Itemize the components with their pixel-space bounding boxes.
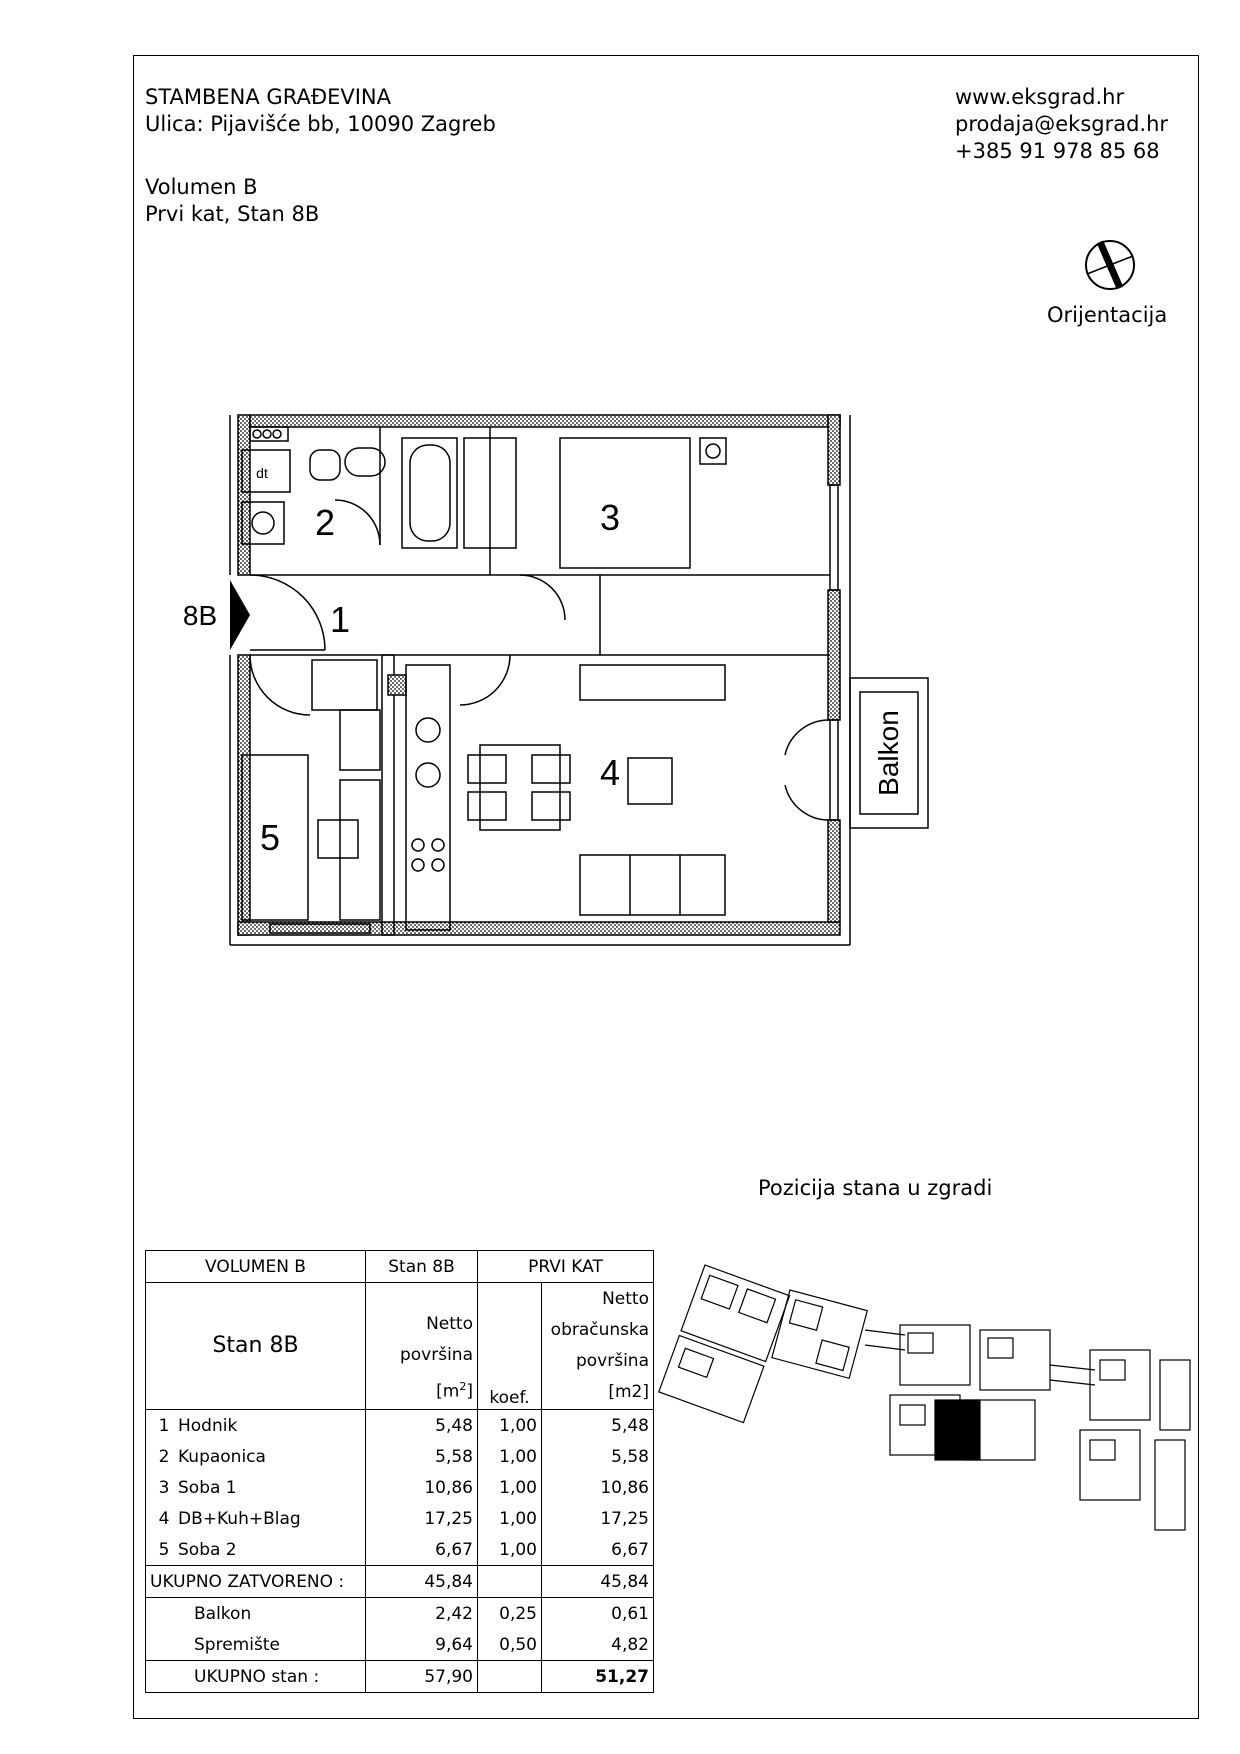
- table-row: 1 Hodnik 5,48 1,00 5,48: [146, 1410, 654, 1442]
- table-row: Spremište 9,64 0,50 4,82: [146, 1629, 654, 1661]
- table-row: 4 DB+Kuh+Blag 17,25 1,00 17,25: [146, 1503, 654, 1534]
- table-subhead-calc: Netto obračunska površina [m2]: [542, 1283, 654, 1410]
- table-subhead-koef: koef.: [478, 1283, 542, 1410]
- floor-apartment-label: Prvi kat, Stan 8B: [145, 202, 320, 226]
- orientation-label: Orijentacija: [1047, 303, 1168, 327]
- entrance-label: 8B: [182, 600, 218, 631]
- street-address: Ulica: Pijavišće bb, 10090 Zagreb: [145, 112, 496, 136]
- website-link[interactable]: www.eksgrad.hr: [955, 85, 1125, 109]
- volume-label: Volumen B: [145, 175, 258, 199]
- room-number-4: 4: [599, 752, 621, 793]
- table-row: Balkon 2,42 0,25 0,61: [146, 1598, 654, 1630]
- table-row-closed-total: UKUPNO ZATVORENO : 45,84 45,84: [146, 1566, 654, 1598]
- floor-plan: [182, 400, 930, 960]
- table-subhead-apt: Stan 8B: [146, 1283, 366, 1410]
- compass-icon: [1075, 240, 1145, 310]
- area-table: [145, 1250, 654, 1693]
- table-row: 5 Soba 2 6,67 1,00 6,67: [146, 1534, 654, 1566]
- building-position-map: [695, 1250, 1195, 1580]
- balcony-label: Balkon: [873, 710, 904, 796]
- email-link[interactable]: prodaja@eksgrad.hr: [955, 112, 1169, 136]
- dryer-label: dt: [256, 465, 268, 481]
- room-number-2: 2: [314, 502, 336, 543]
- table-row: 3 Soba 1 10,86 1,00 10,86: [146, 1472, 654, 1503]
- room-number-5: 5: [259, 817, 281, 858]
- table-head-kat: PRVI KAT: [478, 1251, 654, 1283]
- table-head-volumen: VOLUMEN B: [146, 1251, 366, 1283]
- table-head-stan: Stan 8B: [366, 1251, 478, 1283]
- room-number-3: 3: [599, 497, 621, 538]
- phone-number: +385 91 978 85 68: [955, 139, 1160, 163]
- table-row-grand-total: UKUPNO stan : 57,90 51,27: [146, 1661, 654, 1693]
- table-row: 2 Kupaonica 5,58 1,00 5,58: [146, 1441, 654, 1472]
- room-number-1: 1: [329, 599, 351, 640]
- table-subhead-netto: Netto površina $[m^2]$: [366, 1283, 478, 1410]
- position-title: Pozicija stana u zgradi: [758, 1176, 993, 1200]
- building-title: STAMBENA GRAĐEVINA: [145, 85, 391, 109]
